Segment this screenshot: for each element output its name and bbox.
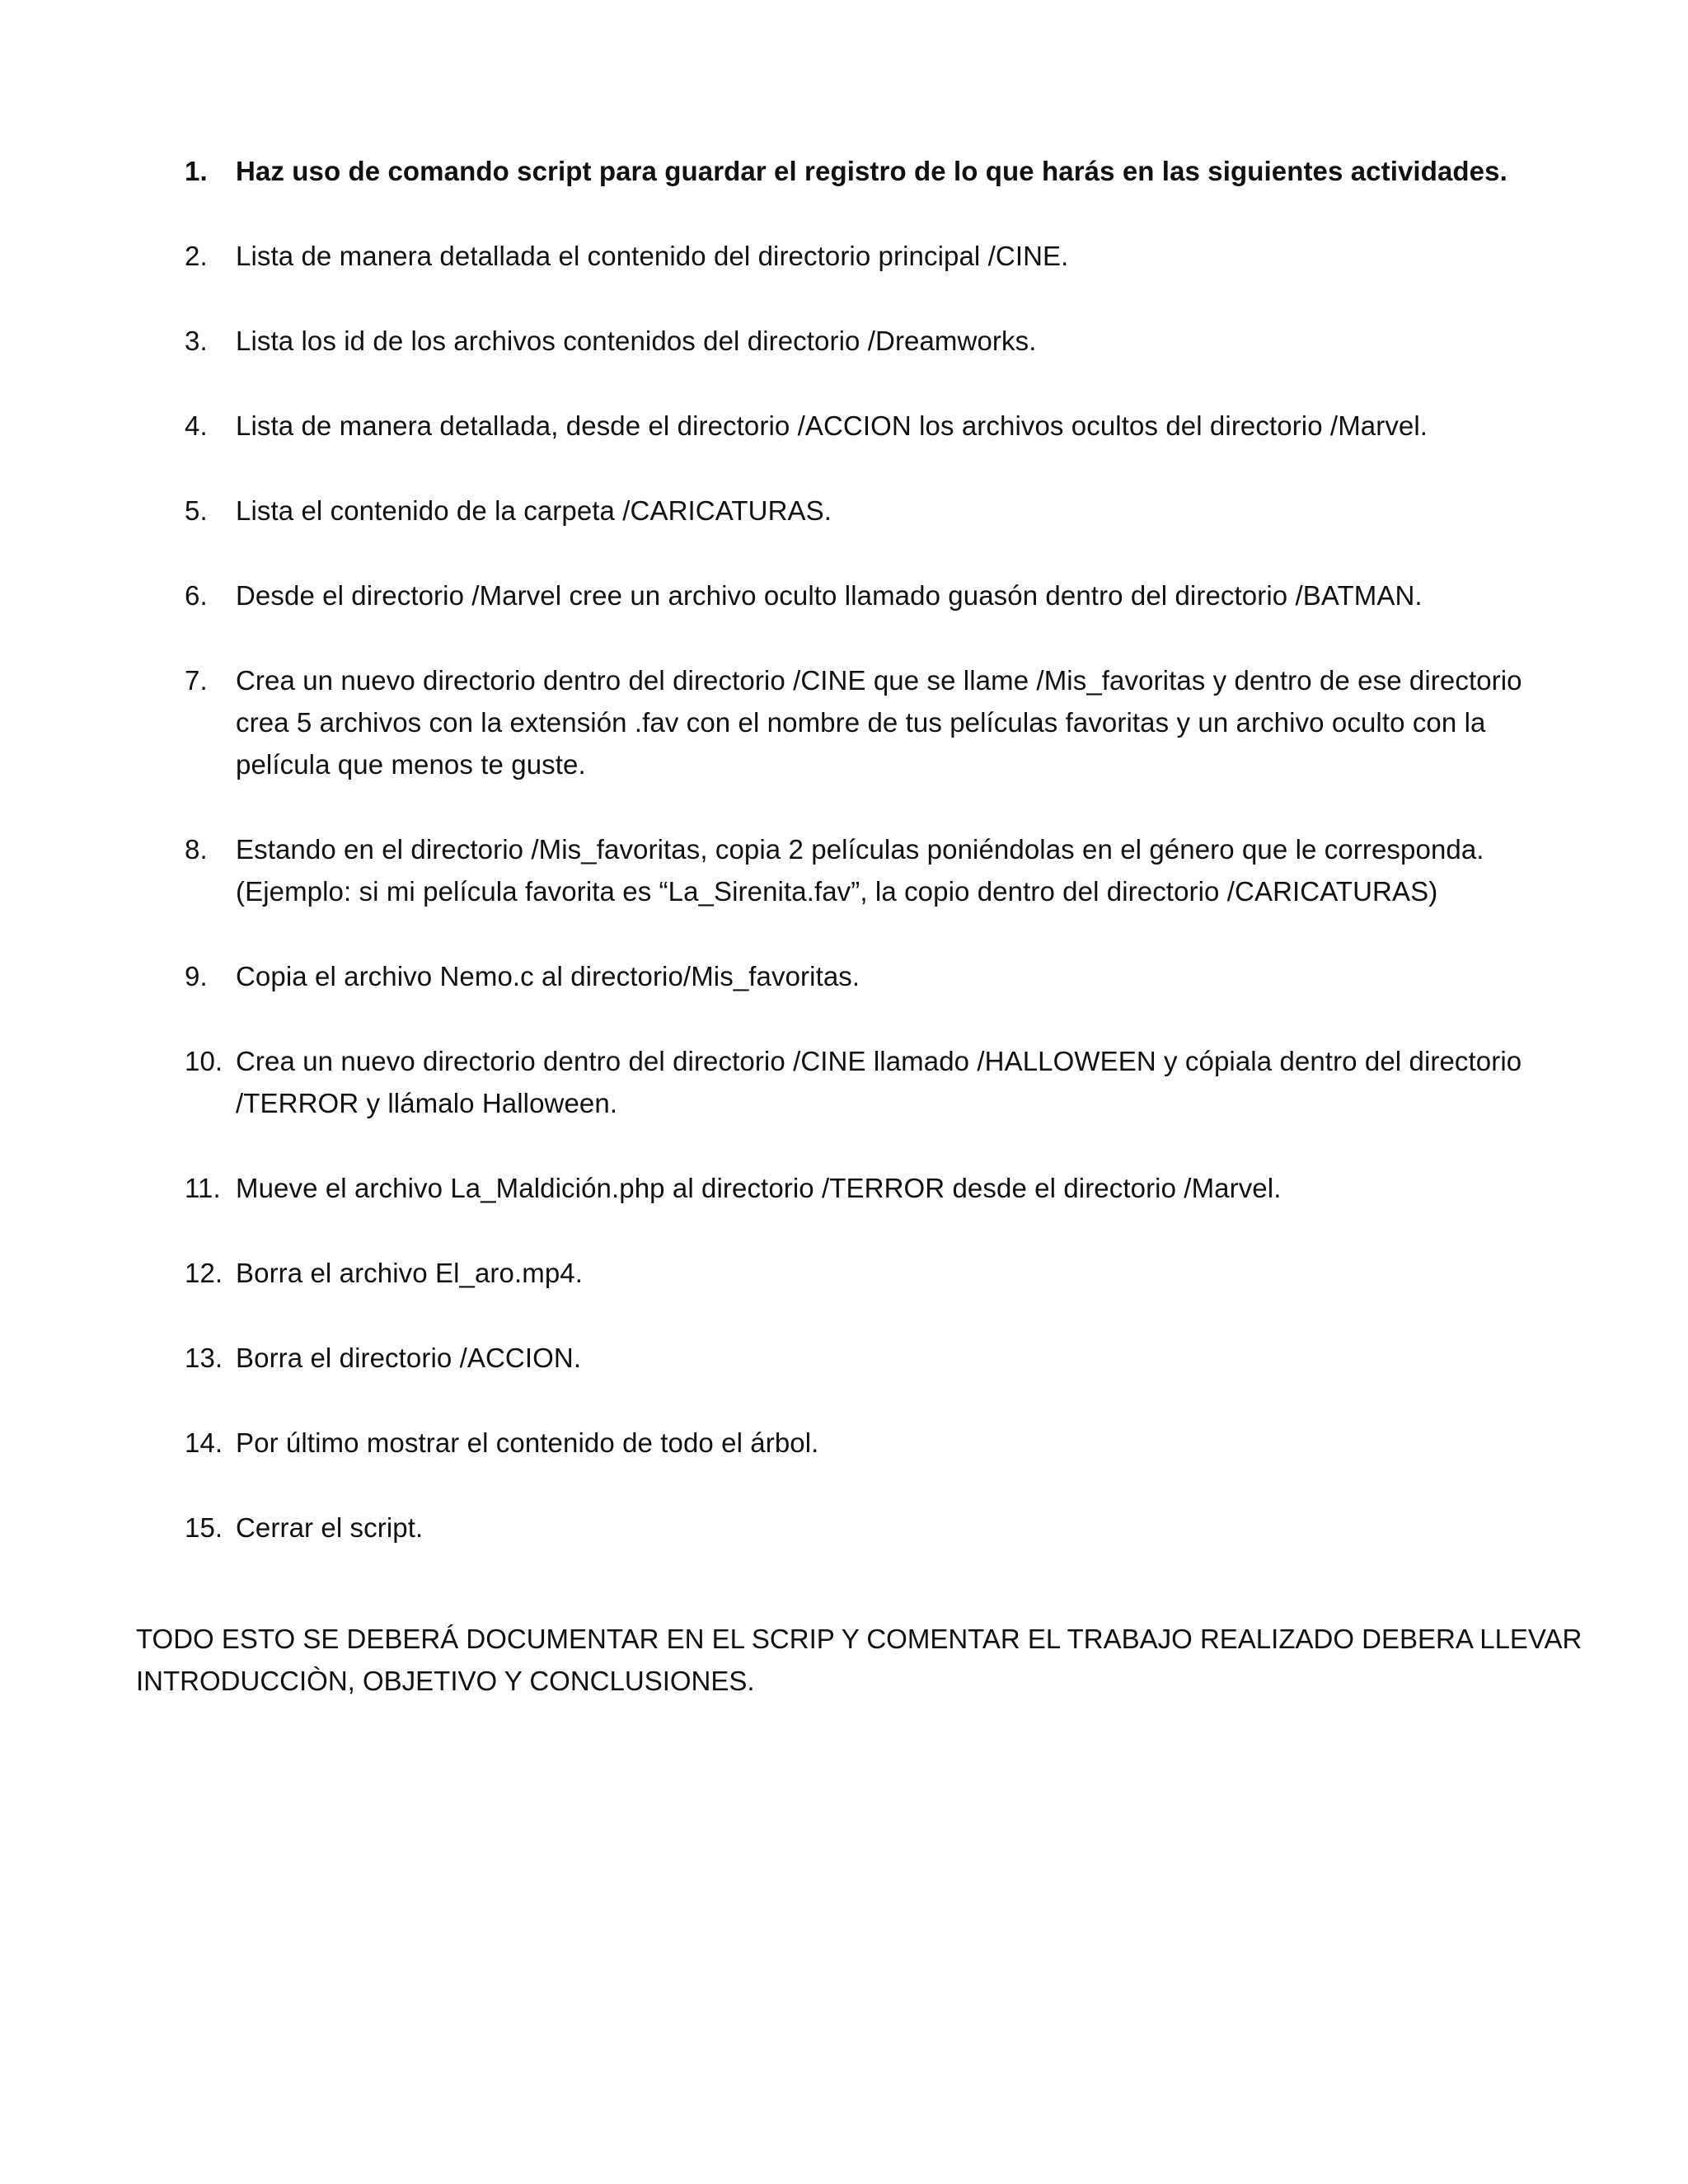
task-text: Crea un nuevo directorio dentro del directorio /CINE que se llame /Mis_favoritas y dentro de ese directorio crea 5 archivos con la extensión .fav con el nombre de tus películas favoritas y un archivo oculto con la película que menos te guste. — [236, 665, 1522, 780]
closing-note: TODO ESTO SE DEBERÁ DOCUMENTAR EN EL SCRIP Y COMENTAR EL TRABAJO REALIZADO DEBERA LLEVAR INTRODUCCIÒN, OBJETIVO Y CONCLUSIONES. — [136, 1624, 1582, 1696]
task-text: Copia el archivo Nemo.c al directorio/Mis_favoritas. — [236, 961, 860, 991]
task-text: Lista el contenido de la carpeta /CARICATURAS. — [236, 495, 832, 526]
task-item-7 — [185, 659, 1569, 785]
task-number: 6. — [185, 580, 208, 611]
task-item-12 — [185, 1252, 1569, 1294]
task-item-10 — [185, 1040, 1569, 1124]
task-number: 15. — [185, 1512, 223, 1543]
task-item-15 — [185, 1507, 1569, 1549]
task-item-5 — [185, 490, 1569, 532]
task-item-8 — [185, 828, 1569, 912]
task-item-2 — [185, 235, 1569, 277]
task-item-14 — [185, 1422, 1569, 1464]
task-item-6 — [185, 574, 1569, 616]
task-number: 14. — [185, 1427, 223, 1458]
task-text: Haz uso de comando script para guardar el registro de lo que harás en las siguientes actividades. — [236, 156, 1507, 186]
task-item-11 — [185, 1167, 1569, 1209]
task-item-4 — [185, 405, 1569, 447]
task-text: Desde el directorio /Marvel cree un archivo oculto llamado guasón dentro del directorio /BATMAN. — [236, 580, 1423, 611]
task-number: 2. — [185, 241, 208, 271]
task-item-1 — [185, 150, 1569, 192]
task-number: 9. — [185, 961, 208, 991]
task-number: 3. — [185, 326, 208, 356]
task-number: 13. — [185, 1343, 223, 1373]
task-number: 1. — [185, 156, 208, 186]
task-list — [185, 150, 1569, 1591]
task-item-3 — [185, 320, 1569, 362]
task-number: 10. — [185, 1046, 223, 1076]
task-text: Por último mostrar el contenido de todo el árbol. — [236, 1427, 819, 1458]
task-text: Borra el directorio /ACCION. — [236, 1343, 582, 1373]
task-number: 11. — [185, 1173, 221, 1203]
task-text: Mueve el archivo La_Maldición.php al directorio /TERROR desde el directorio /Marvel. — [236, 1173, 1282, 1203]
task-number: 12. — [185, 1258, 223, 1288]
task-number: 5. — [185, 495, 208, 526]
task-text: Crea un nuevo directorio dentro del directorio /CINE llamado /HALLOWEEN y cópiala dentro del directorio /TERROR y llámalo Halloween. — [236, 1046, 1522, 1118]
task-number: 8. — [185, 834, 208, 865]
task-text: Lista los id de los archivos contenidos del directorio /Dreamworks. — [236, 326, 1037, 356]
task-text: Estando en el directorio /Mis_favoritas, copia 2 películas poniéndolas en el género que le corresponda. (Ejemplo: si mi película favorita es “La_Sirenita.fav”, la copio dentro del directorio /CARICATURAS) — [236, 834, 1484, 907]
task-text: Borra el archivo El_aro.mp4. — [236, 1258, 583, 1288]
task-number: 7. — [185, 665, 208, 696]
task-item-13 — [185, 1337, 1569, 1379]
task-item-9 — [185, 955, 1569, 997]
task-text: Lista de manera detallada el contenido del directorio principal /CINE. — [236, 241, 1069, 271]
task-text: Lista de manera detallada, desde el directorio /ACCION los archivos ocultos del directorio /Marvel. — [236, 410, 1428, 441]
task-text: Cerrar el script. — [236, 1512, 424, 1543]
task-number: 4. — [185, 410, 208, 441]
